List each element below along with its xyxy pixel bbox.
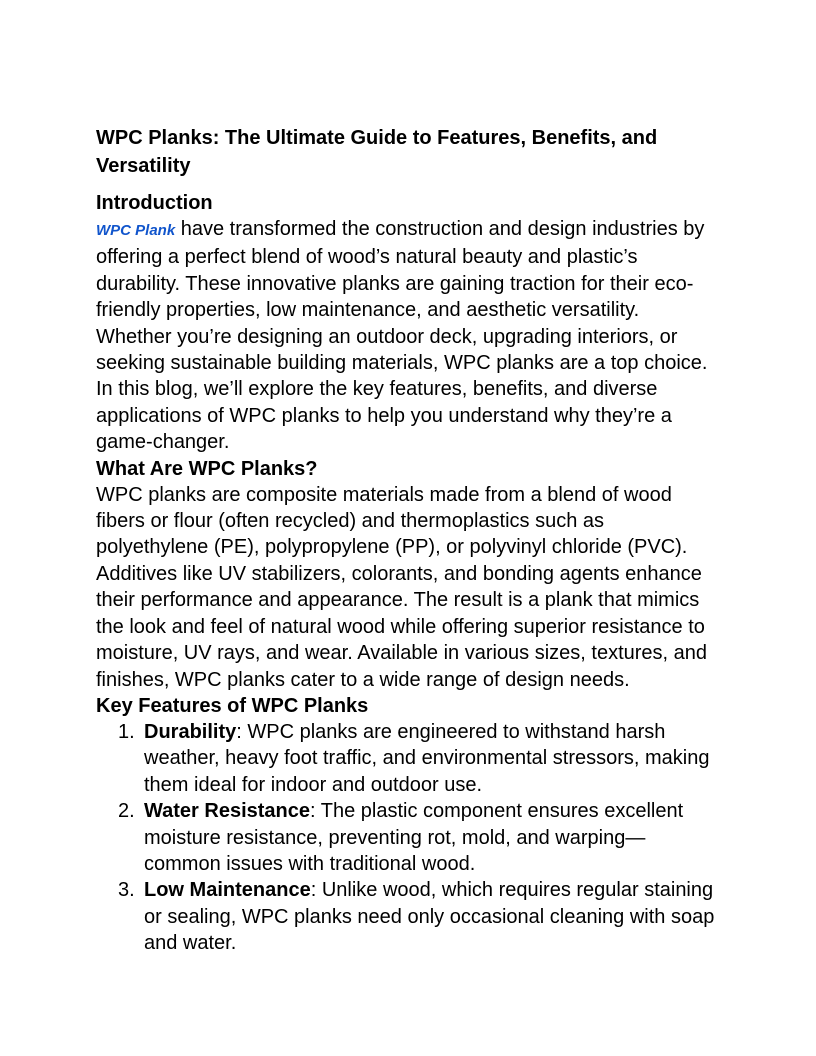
list-item-number: 1. — [118, 720, 135, 743]
list-item-number: 2. — [118, 800, 135, 823]
list-item — [96, 719, 720, 798]
feature-term: Durability — [144, 720, 237, 743]
feature-text: : The plastic component ensures excellent moisture resistance, preventing rot, mold, and warping—common issues with traditional wood. — [144, 800, 684, 875]
document-page — [96, 124, 720, 957]
list-item-number: 3. — [118, 879, 135, 902]
what-are-paragraph: WPC planks are composite materials made from a blend of wood fibers or flour (often recycled) and thermoplastics such as polyethylene (PE), polypropylene (PP), or polyvinyl chloride (PVC). Additives like UV stabilizers, colorants, and bonding agents enhance their performance and appearance. The result is a plank that mimics the look and feel of natural wood while offering superior resistance to moisture, UV rays, and wear. Available in various sizes, textures, and finishes, WPC planks cater to a wide range of design needs. — [96, 483, 708, 691]
features-list — [96, 719, 720, 957]
feature-term: Low Maintenance — [144, 879, 311, 902]
intro-paragraph — [96, 216, 720, 456]
wpc-plank-link[interactable]: WPC Plank — [96, 222, 176, 239]
key-features-heading: Key Features of WPC Planks — [96, 694, 369, 717]
intro-text: have transformed the construction and design industries by offering a perfect blend of wood’s natural beauty and plastic’s durability. These innovative planks are gaining traction for their eco-friendly properties, low maintenance, and aesthetic versatility. Whether you’re designing an outdoor deck, upgrading interiors, or seeking sustainable building materials, WPC planks are a top choice. In this blog, we’ll explore the key features, benefits, and diverse applications of WPC planks to help you understand why they’re a game-changer. — [96, 218, 708, 454]
title-line-1: WPC Planks: The Ultimate Guide to Features, Benefits, and — [96, 127, 658, 149]
intro-heading: Introduction — [96, 192, 213, 214]
document-title — [96, 124, 720, 180]
list-item — [96, 798, 720, 877]
feature-text: : WPC planks are engineered to withstand harsh weather, heavy foot traffic, and environmental stressors, making them ideal for indoor and outdoor use. — [144, 720, 710, 796]
title-line-2: Versatility — [96, 155, 191, 177]
list-item — [96, 877, 720, 956]
feature-term: Water Resistance — [144, 800, 310, 823]
what-are-heading: What Are WPC Planks? — [96, 457, 318, 480]
feature-text: : Unlike wood, which requires regular staining or sealing, WPC planks need only occasional cleaning with soap and water. — [144, 879, 715, 955]
